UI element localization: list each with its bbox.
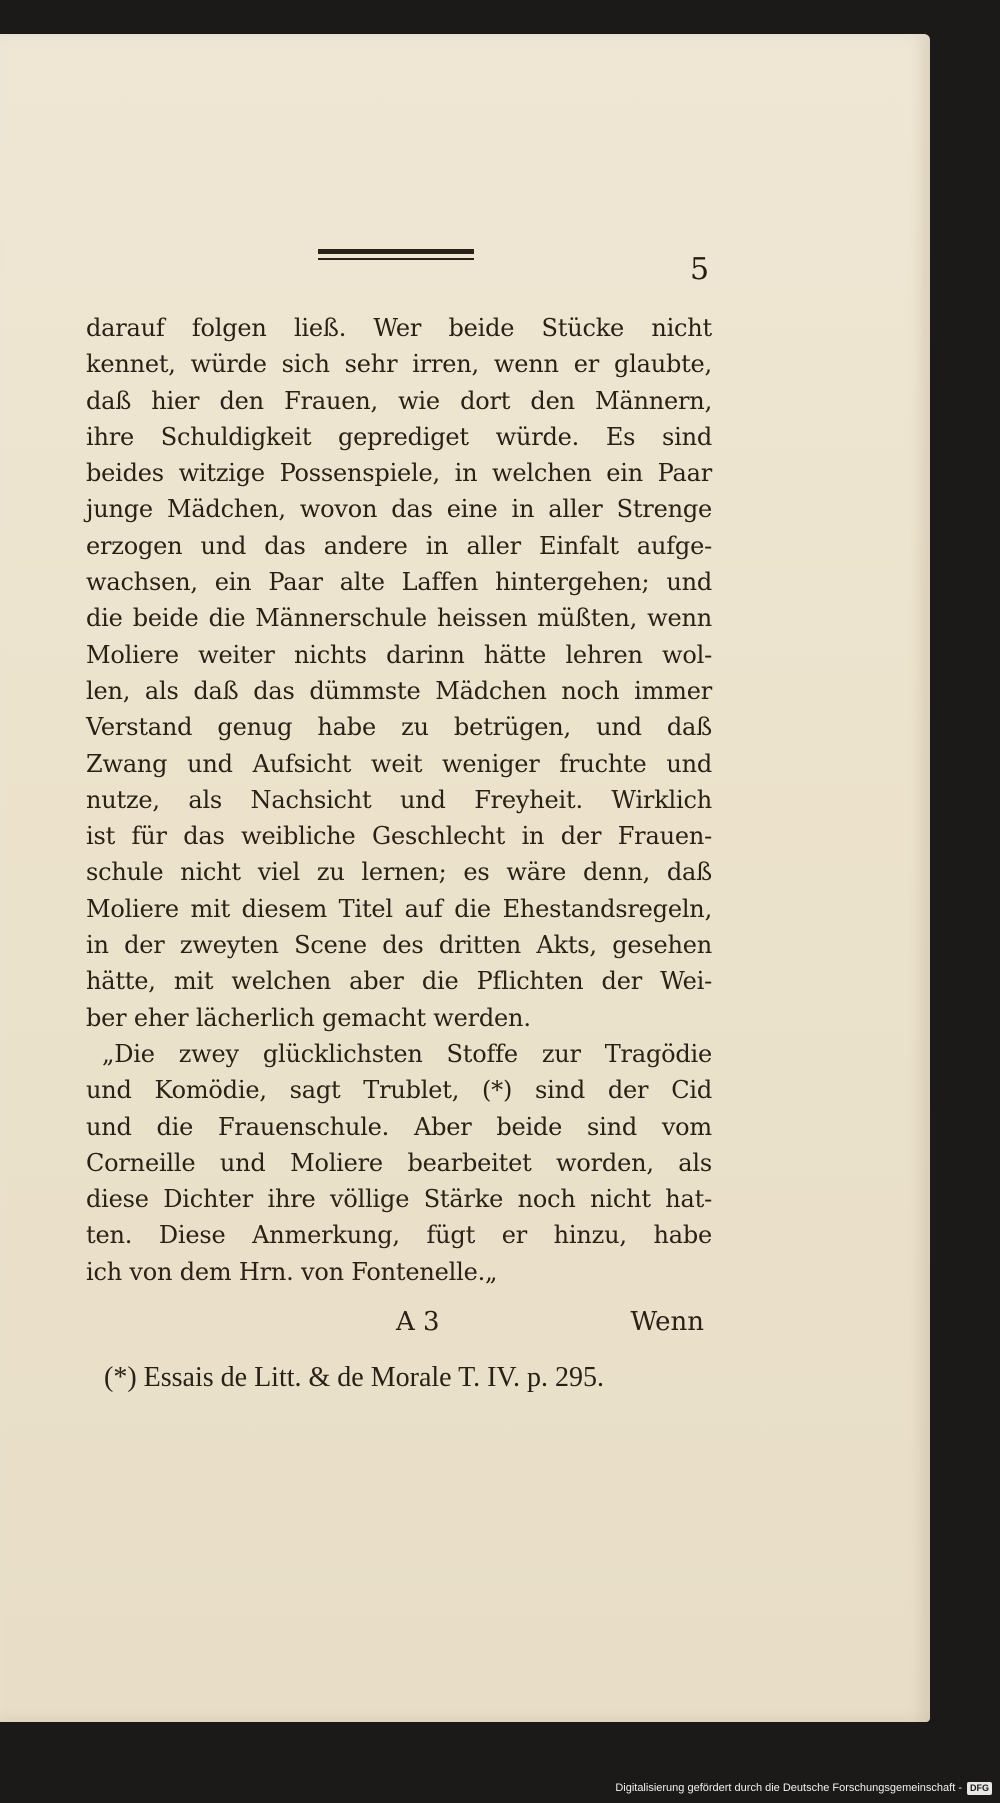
text-line: ihre Schuldigkeit geprediget würde. Es sind [86,422,712,451]
funding-credit-text: Digitalisierung gefördert durch die Deutsche Forschungsgemeinschaft - [615,1782,962,1794]
text-line: und die Frauenschule. Aber beide sind vom [86,1112,712,1141]
text-line: ist für das weibliche Geschlecht in der Frauen- [86,822,712,851]
text-line: und Komödie, sagt Trublet, (*) sind der Cid [86,1076,712,1105]
text-line: die beide die Männerschule heissen müßten, wenn [86,604,712,633]
body-text [86,310,712,1290]
footnote: (*) Essais de Litt. & de Morale T. IV. p. 295. [104,1362,605,1393]
text-line: kennet, würde sich sehr irren, wenn er glaubte, [86,350,712,379]
text-line: Verstand genug habe zu betrügen, und daß [86,713,712,742]
text-line: junge Mädchen, wovon das eine in aller Strenge [86,495,712,524]
header-rule-ornament [318,249,474,263]
header-rule-thick [318,249,474,254]
text-line: erzogen und das andere in aller Einfalt aufge- [86,531,712,560]
text-line: nutze, als Nachsicht und Freyheit. Wirklich [86,785,712,814]
text-line: diese Dichter ihre völlige Stärke noch nicht hat- [86,1185,712,1214]
signature-mark: A 3 [396,1307,440,1337]
text-line: Moliere mit diesem Titel auf die Ehestandsregeln, [86,894,712,923]
text-line: ten. Diese Anmerkung, fügt er hinzu, habe [86,1221,712,1250]
text-line: schule nicht viel zu lernen; es wäre denn, daß [86,858,712,887]
text-line: ber eher lächerlich gemacht werden. [86,1003,531,1032]
text-line: in der zweyten Scene des dritten Akts, gesehen [86,931,712,960]
text-line: daß hier den Frauen, wie dort den Männern, [86,386,712,415]
text-line: len, als daß das dümmste Mädchen noch immer [86,676,712,705]
dfg-logo: DFG [967,1782,992,1795]
text-line: hätte, mit welchen aber die Pflichten der Wei- [86,967,712,996]
funding-credit [615,1779,992,1797]
text-line: „Die zwey glücklichsten Stoffe zur Tragödie [102,1039,712,1068]
header-rule-thin [318,258,474,260]
text-line: Zwang und Aufsicht weit weniger fruchte und [86,749,712,778]
text-line: Moliere weiter nichts darinn hätte lehren wol- [86,640,712,669]
book-page [0,34,930,1722]
catchword: Wenn [630,1307,704,1337]
text-line: ich von dem Hrn. von Fontenelle.„ [86,1257,498,1286]
text-line: darauf folgen ließ. Wer beide Stücke nicht [86,314,712,342]
text-line: beides witzige Possenspiele, in welchen ein Paar [86,459,712,488]
text-line: wachsen, ein Paar alte Laffen hintergehen; und [86,568,712,597]
text-line: Corneille und Moliere bearbeitet worden, als [86,1148,712,1177]
page-number: 5 [690,252,710,287]
